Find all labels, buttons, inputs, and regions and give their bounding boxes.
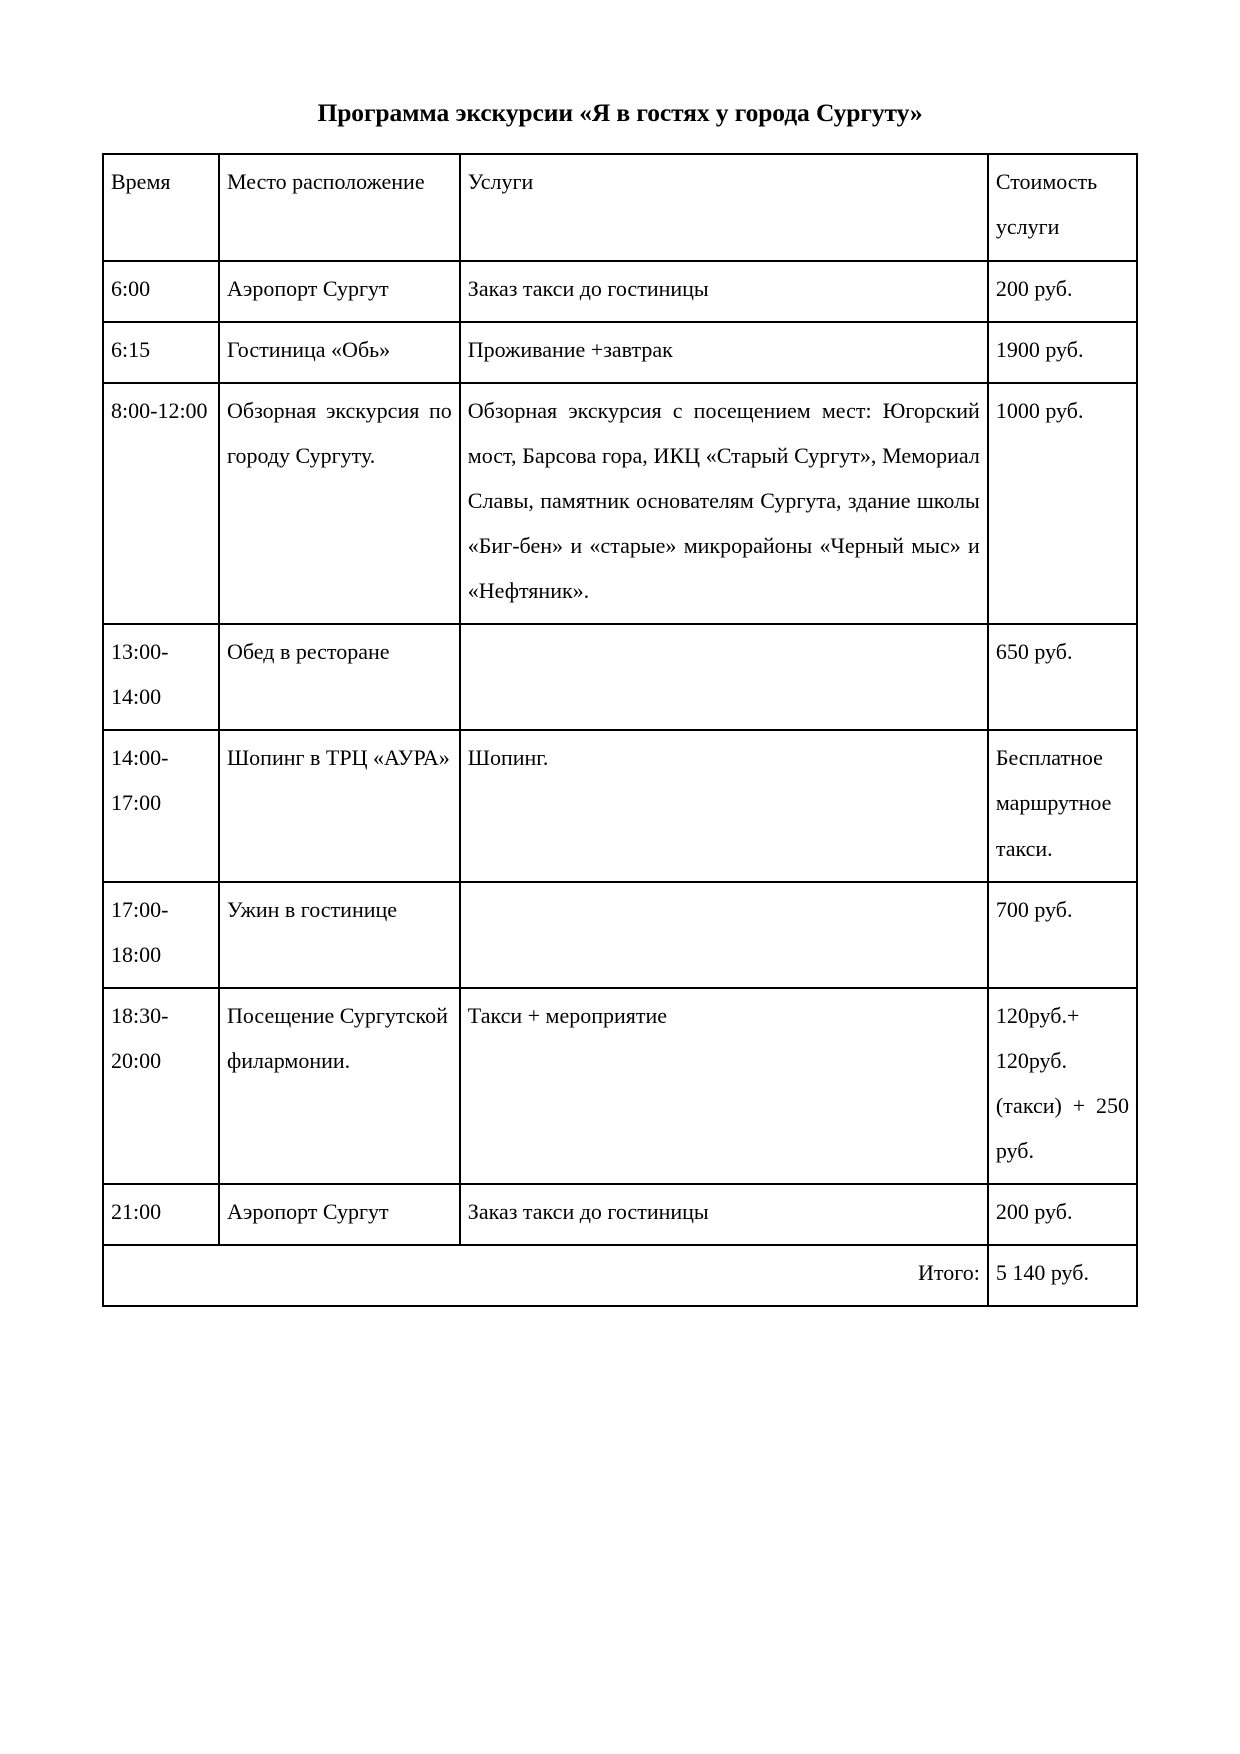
cell-place: Ужин в гостинице (219, 882, 460, 988)
cell-services (460, 882, 988, 988)
table-row (103, 322, 1137, 383)
column-header-cost: Стоимость услуги (988, 154, 1137, 260)
cell-time: 14:00-17:00 (103, 730, 219, 881)
cell-place: Гостиница «Обь» (219, 322, 460, 383)
cell-place: Обед в ресторане (219, 624, 460, 730)
excursion-program-table (102, 153, 1138, 1307)
cell-services: Такси + мероприятие (460, 988, 988, 1184)
cell-services: Заказ такси до гостиницы (460, 261, 988, 322)
table-row (103, 261, 1137, 322)
cell-place: Аэропорт Сургут (219, 261, 460, 322)
total-value: 5 140 руб. (988, 1245, 1137, 1306)
cell-cost: 1900 руб. (988, 322, 1137, 383)
table-row (103, 383, 1137, 624)
cell-time: 17:00-18:00 (103, 882, 219, 988)
table-total-row (103, 1245, 1137, 1306)
column-header-time: Время (103, 154, 219, 260)
table-row (103, 882, 1137, 988)
cell-place: Аэропорт Сургут (219, 1184, 460, 1245)
cell-place: Посещение Сургутской филармонии. (219, 988, 460, 1184)
cell-cost: 1000 руб. (988, 383, 1137, 624)
table-header-row (103, 154, 1137, 260)
table-row (103, 730, 1137, 881)
cell-cost: 120руб.+ 120руб. (такси) + 250 руб. (988, 988, 1137, 1184)
cell-time: 6:00 (103, 261, 219, 322)
table-row (103, 1184, 1137, 1245)
cell-cost: 650 руб. (988, 624, 1137, 730)
cell-services: Проживание +завтрак (460, 322, 988, 383)
cell-place: Обзорная экскурсия по городу Сургуту. (219, 383, 460, 624)
cell-services: Обзорная экскурсия с посещением мест: Югорский мост, Барсова гора, ИКЦ «Старый Сургут», Мемориал Славы, памятник основателям Сургута, здание школы «Биг-бен» и «старые» микрорайоны «Черный мыс» и «Нефтяник». (460, 383, 988, 624)
cell-time: 21:00 (103, 1184, 219, 1245)
total-label: Итого: (103, 1245, 988, 1306)
table-row (103, 988, 1137, 1184)
cell-services (460, 624, 988, 730)
column-header-place: Место расположение (219, 154, 460, 260)
column-header-services: Услуги (460, 154, 988, 260)
page-title: Программа экскурсии «Я в гостях у города Сургуту» (317, 98, 923, 127)
cell-services: Заказ такси до гостиницы (460, 1184, 988, 1245)
cell-cost: Бесплатное маршрутное такси. (988, 730, 1137, 881)
cell-time: 13:00-14:00 (103, 624, 219, 730)
cell-services: Шопинг. (460, 730, 988, 881)
cell-time: 8:00-12:00 (103, 383, 219, 624)
cell-time: 18:30-20:00 (103, 988, 219, 1184)
cell-cost: 200 руб. (988, 1184, 1137, 1245)
table-row (103, 624, 1137, 730)
cell-cost: 700 руб. (988, 882, 1137, 988)
cell-place: Шопинг в ТРЦ «АУРА» (219, 730, 460, 881)
cell-time: 6:15 (103, 322, 219, 383)
cell-cost: 200 руб. (988, 261, 1137, 322)
